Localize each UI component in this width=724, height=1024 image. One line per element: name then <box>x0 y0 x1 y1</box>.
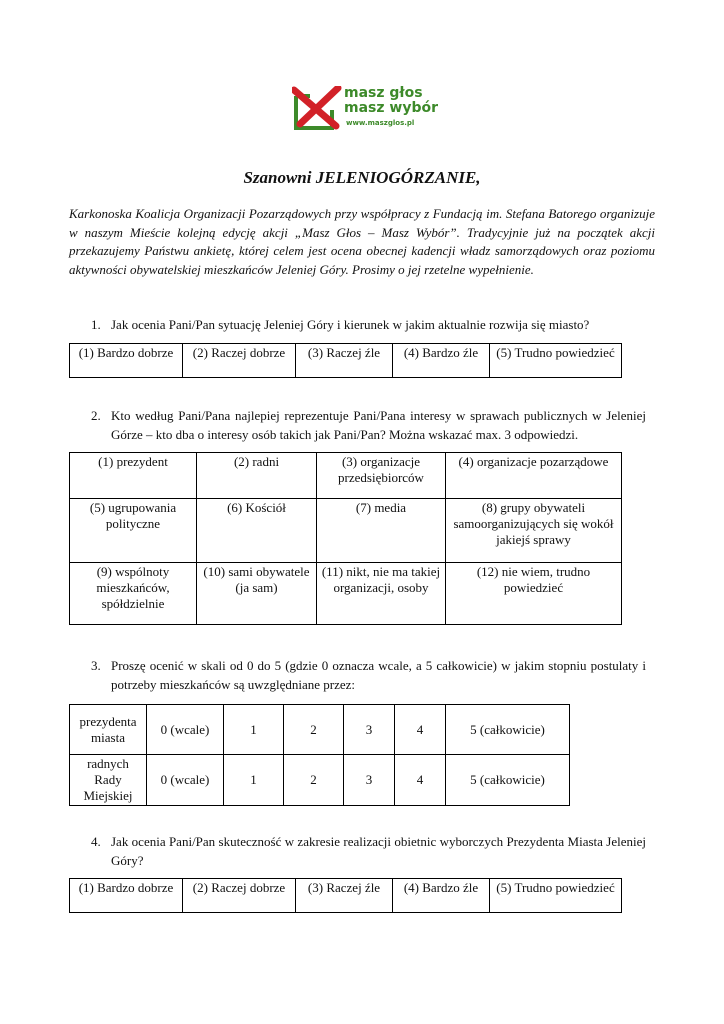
question-text: Jak ocenia Pani/Pan sytuację Jeleniej Góry i kierunek w jakim aktualnie rozwija się miasto? <box>111 317 590 332</box>
answer-option[interactable]: (2) radni <box>197 453 317 499</box>
answer-option[interactable]: (7) media <box>317 499 446 563</box>
answer-option[interactable]: (9) wspólnoty mieszkańców, spółdzielnie <box>70 563 197 625</box>
answer-option[interactable]: (1) Bardzo dobrze <box>70 344 183 378</box>
question-4 <box>91 832 651 872</box>
intro-paragraph: Karkonoska Koalicja Organizacji Pozarządowych przy współpracy z Fundacją im. Stefana Batorego organizuje w naszym Mieście kolejną edycję akcji „Masz Głos – Masz Wybór”. Tradycyjnie już na początek akcji przekazujemy Państwu ankietę, której celem jest ocena obecnej kadencji władz samorządowych oraz poziomu aktywności obywatelskiej mieszkańców Jeleniej Góry. Prosimy o jej rzetelne wypełnienie. <box>69 206 655 277</box>
question-3 <box>91 656 651 696</box>
rating-option[interactable]: 0 (wcale) <box>147 705 224 755</box>
rated-entity-label: radnych Rady Miejskiej <box>70 755 147 806</box>
answer-option[interactable]: (5) ugrupowania polityczne <box>70 499 197 563</box>
answer-option[interactable]: (11) nikt, nie ma takiej organizacji, osoby <box>317 563 446 625</box>
answer-option[interactable]: (10) sami obywatele (ja sam) <box>197 563 317 625</box>
rating-option[interactable]: 2 <box>284 755 344 806</box>
logo-line2: masz wybór <box>344 100 438 116</box>
question-text: Proszę ocenić w skali od 0 do 5 (gdzie 0 oznacza wcale, a 5 całkowicie) w jakim stopniu postulaty i potrzeby mieszkańców są uwzględniane przez: <box>111 658 646 692</box>
question-2 <box>91 406 651 446</box>
answer-option[interactable]: (3) Raczej źle <box>296 344 393 378</box>
page-title: Szanowni JELENIOGÓRZANIE, <box>243 168 481 187</box>
question-number: 3. <box>91 658 101 673</box>
answer-option[interactable]: (4) Bardzo źle <box>393 344 490 378</box>
q4-answer-table <box>69 878 622 913</box>
question-number: 1. <box>91 317 101 332</box>
answer-option[interactable]: (5) Trudno powiedzieć <box>490 344 622 378</box>
rating-option[interactable]: 5 (całkowicie) <box>446 705 570 755</box>
rating-option[interactable]: 1 <box>224 705 284 755</box>
answer-option[interactable]: (4) organizacje pozarządowe <box>446 453 622 499</box>
answer-option[interactable]: (6) Kościół <box>197 499 317 563</box>
rating-option[interactable]: 5 (całkowicie) <box>446 755 570 806</box>
question-1 <box>91 315 651 335</box>
question-text: Kto według Pani/Pana najlepiej reprezentuje Pani/Pana interesy w sprawach publicznych w Jeleniej Górze – kto dba o interesy osób takich jak Pani/Pan? Można wskazać max. 3 odpowiedzi. <box>111 408 646 442</box>
rating-option[interactable]: 0 (wcale) <box>147 755 224 806</box>
rating-option[interactable]: 2 <box>284 705 344 755</box>
answer-option[interactable]: (1) prezydent <box>70 453 197 499</box>
rating-option[interactable]: 3 <box>344 705 395 755</box>
answer-option[interactable]: (4) Bardzo źle <box>393 879 490 913</box>
answer-option[interactable]: (12) nie wiem, trudno powiedzieć <box>446 563 622 625</box>
answer-option[interactable]: (2) Raczej dobrze <box>183 879 296 913</box>
q1-answer-table <box>69 343 622 378</box>
answer-option[interactable]: (3) Raczej źle <box>296 879 393 913</box>
question-number: 4. <box>91 834 101 849</box>
answer-option[interactable]: (8) grupy obywateli samoorganizujących się wokół jakiejś sprawy <box>446 499 622 563</box>
answer-option[interactable]: (5) Trudno powiedzieć <box>490 879 622 913</box>
question-number: 2. <box>91 408 101 423</box>
q2-answer-table <box>69 452 622 625</box>
logo-url: www.maszglos.pl <box>346 119 415 127</box>
rated-entity-label: prezydenta miasta <box>70 705 147 755</box>
rating-option[interactable]: 1 <box>224 755 284 806</box>
maszglos-logo <box>292 86 442 136</box>
rating-option[interactable]: 4 <box>395 705 446 755</box>
logo-line1: masz głos <box>344 85 423 101</box>
rating-option[interactable]: 3 <box>344 755 395 806</box>
answer-option[interactable]: (2) Raczej dobrze <box>183 344 296 378</box>
q3-rating-table <box>69 704 570 806</box>
answer-option[interactable]: (1) Bardzo dobrze <box>70 879 183 913</box>
rating-option[interactable]: 4 <box>395 755 446 806</box>
answer-option[interactable]: (3) organizacje przedsiębiorców <box>317 453 446 499</box>
question-text: Jak ocenia Pani/Pan skuteczność w zakresie realizacji obietnic wyborczych Prezydenta Miasta Jeleniej Góry? <box>111 834 646 868</box>
ballot-x-icon <box>292 86 342 134</box>
